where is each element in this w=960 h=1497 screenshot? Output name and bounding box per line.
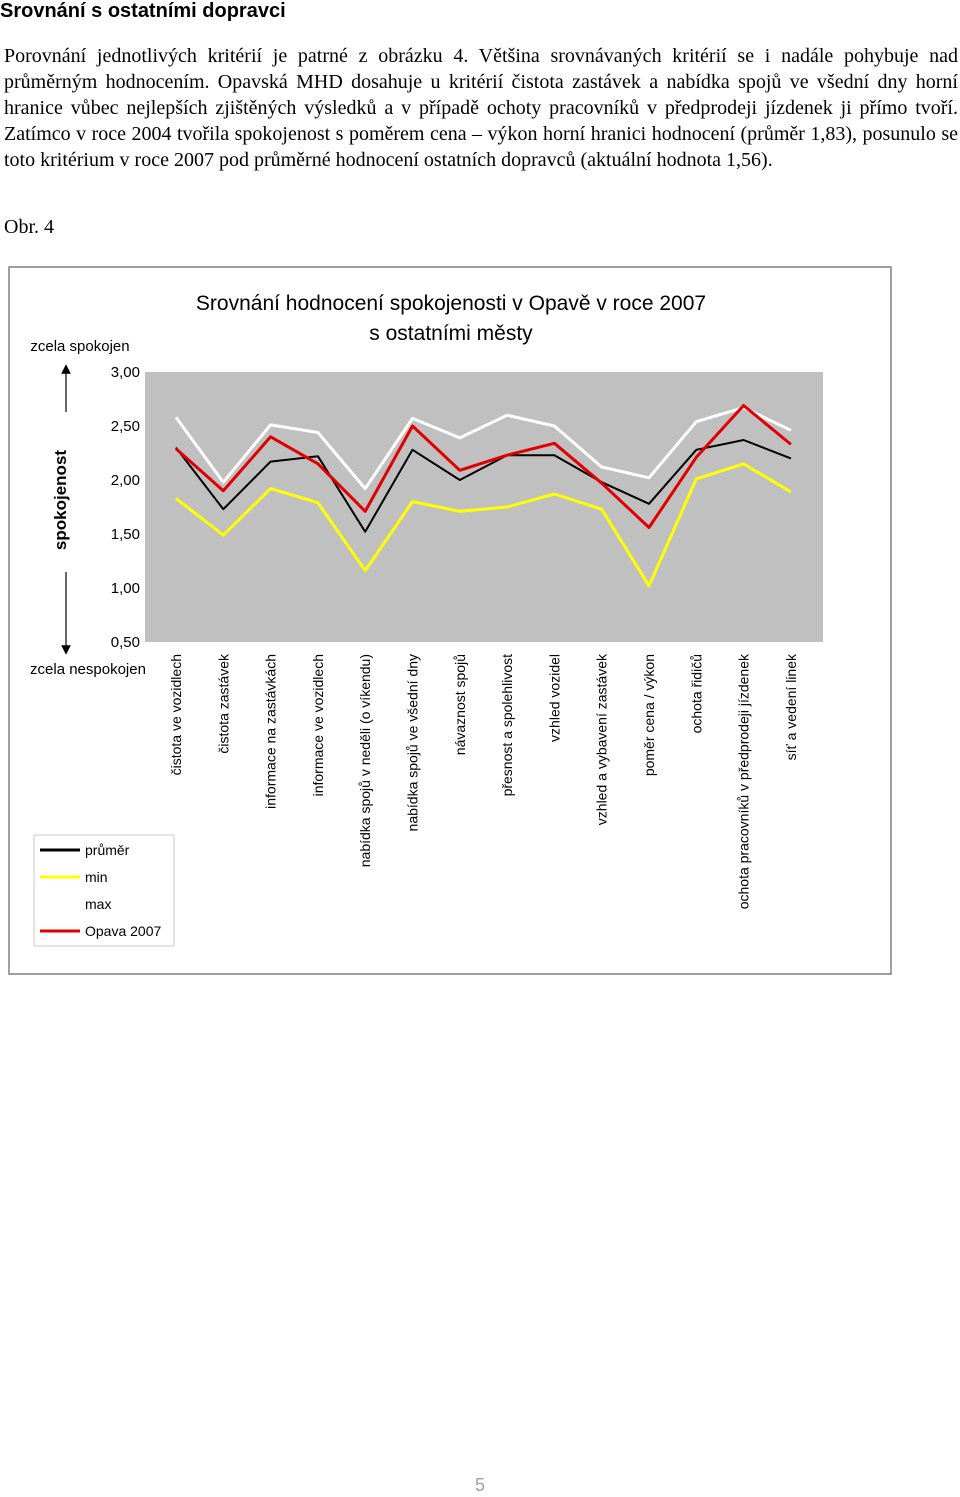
x-tick-label: čistota ve vozidlech: [168, 654, 184, 776]
y-tick-label: 0,50: [110, 634, 140, 651]
x-tick-label: nabídka spojů ve všední dny: [404, 654, 421, 832]
x-tick-label: ochota pracovníků v předprodeji jízdenek: [735, 654, 752, 910]
x-tick-label: informace ve vozidlech: [309, 654, 326, 797]
x-tick-label: ochota řidičů: [688, 654, 705, 734]
x-tick-label: nabídka spojů v neděli (o víkendu): [357, 654, 374, 868]
section-heading: Srovnání s ostatními dopravci: [0, 0, 286, 22]
y-tick-label: 1,50: [110, 526, 140, 543]
x-tick-label: čistota zastávek: [215, 654, 232, 754]
x-tick-label: poměr cena / výkon: [641, 654, 657, 777]
body-paragraph: Porovnání jednotlivých kritérií je patrné z obrázku 4. Většina srovnávaných kritérií se i nadále pohybuje nad průměrným hodnocením. Opavská MHD dosahuje u kritérií čistota zastávek a nabídka spojů ve všední dny horní hranice vůbec nejlepších zjištěných výsledků a v případě ochoty pracovníků v předprodeji jízdenek ji přímo tvoří. Zatímco v roce 2004 tvořila spokojenost s poměrem cena – výkon horní hranici hodnocení (průměr 1,83), posunulo se toto kritérium v roce 2007 pod průměrné hodnocení ostatních dopravců (aktuální hodnota 1,56).: [4, 45, 958, 171]
top-annotation: zcela spokojen: [30, 338, 130, 355]
x-tick-label: informace na zastávkách: [262, 654, 279, 809]
page-number: 5: [474, 1475, 485, 1495]
legend-label: min: [85, 869, 108, 885]
legend-label: max: [85, 896, 112, 912]
y-axis-title: spokojenost: [51, 449, 70, 551]
y-tick-label: 1,00: [110, 580, 140, 597]
y-tick-label: 2,00: [110, 472, 140, 489]
plot-area: [145, 372, 823, 642]
x-tick-label: návaznost spojů: [451, 654, 468, 756]
y-tick-label: 2,50: [110, 418, 140, 435]
x-tick-label: vzhled vozidel: [546, 654, 563, 742]
x-tick-label: síť a vedení linek: [782, 654, 799, 761]
chart-title-line2: s ostatními městy: [369, 322, 533, 345]
x-tick-label: přesnost a spolehlivost: [499, 654, 516, 797]
x-tick-label: vzhled a vybavení zastávek: [593, 654, 610, 826]
figure-label: Obr. 4: [4, 216, 54, 238]
legend-label: Opava 2007: [85, 923, 162, 939]
legend-label: průměr: [85, 842, 130, 858]
y-tick-label: 3,00: [110, 364, 140, 381]
chart-title-line1: Srovnání hodnocení spokojenosti v Opavě v roce 2007: [195, 292, 707, 315]
bottom-annotation: zcela nespokojen: [30, 661, 146, 678]
